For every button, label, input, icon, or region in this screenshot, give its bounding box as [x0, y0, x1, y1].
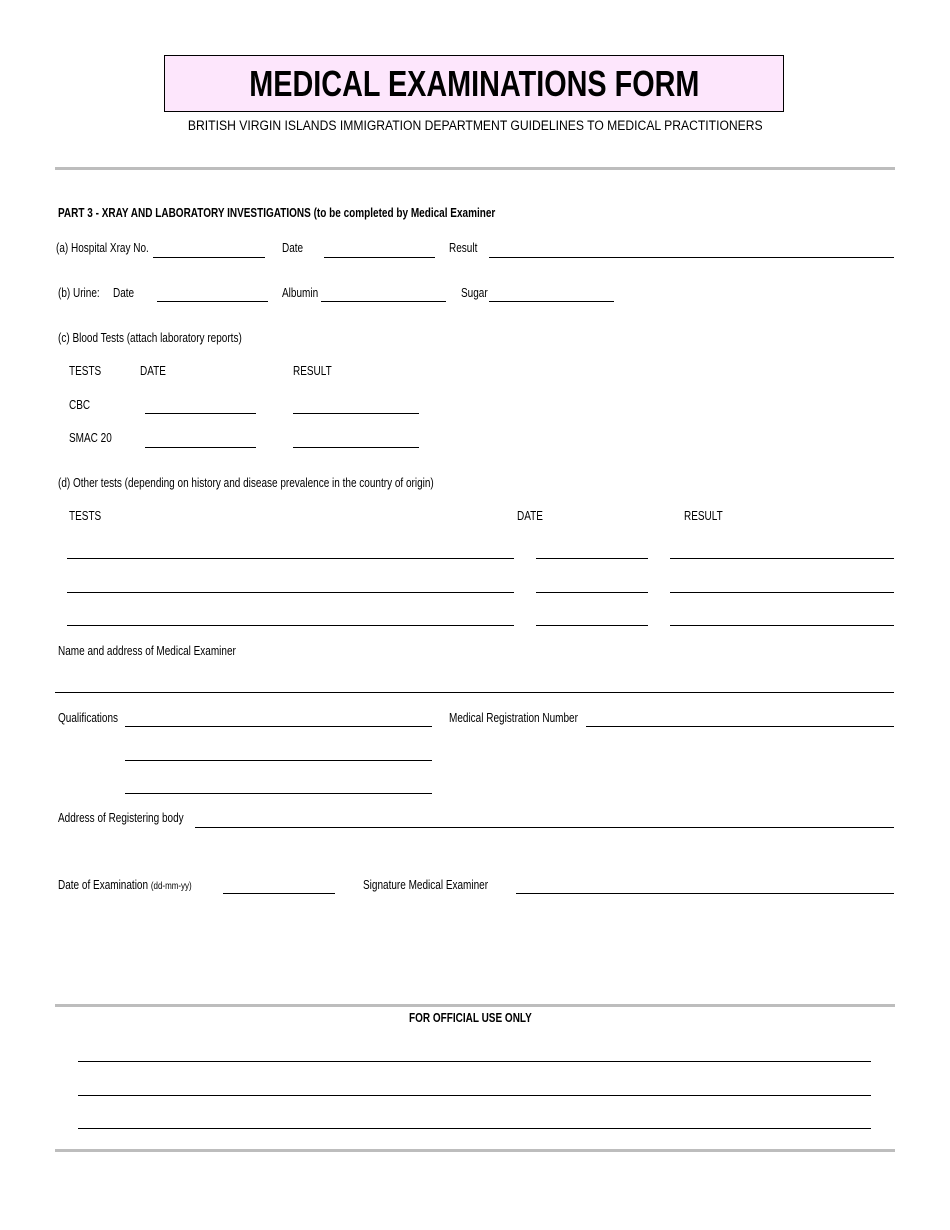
title-box [164, 55, 784, 112]
urine-date-label: Date [113, 286, 135, 300]
official-use-field[interactable] [78, 1095, 871, 1096]
exam-date-label [58, 878, 192, 894]
examiner-name-label: Name and address of Medical Examiner [58, 644, 236, 658]
part3-heading: PART 3 - XRAY AND LABORATORY INVESTIGATIONS (to be completed by Medical Examiner [58, 206, 496, 220]
registering-body-field[interactable] [195, 827, 894, 828]
blood-tests-label: (c) Blood Tests (attach laboratory reports) [58, 331, 242, 345]
other-date-field[interactable] [536, 592, 648, 593]
other-col-tests: TESTS [69, 509, 102, 523]
blood-col-tests: TESTS [69, 364, 102, 378]
signature-field[interactable] [516, 893, 894, 894]
other-test-field[interactable] [67, 558, 514, 559]
smac20-date-field[interactable] [145, 447, 256, 448]
form-subtitle: BRITISH VIRGIN ISLANDS IMMIGRATION DEPARTMENT GUIDELINES TO MEDICAL PRACTITIONERS [187, 118, 763, 133]
other-result-field[interactable] [670, 625, 894, 626]
qualifications-field[interactable] [125, 793, 432, 794]
xray-result-label: Result [449, 241, 478, 255]
xray-no-field[interactable] [153, 257, 265, 258]
urine-date-field[interactable] [157, 301, 268, 302]
sugar-field[interactable] [489, 301, 614, 302]
other-result-field[interactable] [670, 592, 894, 593]
qualifications-label: Qualifications [58, 711, 119, 725]
albumin-field[interactable] [321, 301, 446, 302]
other-date-field[interactable] [536, 625, 648, 626]
date-format-hint: (dd-mm-yy) [150, 881, 192, 892]
signature-label: Signature Medical Examiner [363, 878, 489, 892]
cbc-label: CBC [69, 398, 91, 412]
divider [55, 1004, 895, 1007]
qualifications-field[interactable] [125, 760, 432, 761]
smac20-label: SMAC 20 [69, 431, 112, 445]
cbc-result-field[interactable] [293, 413, 419, 414]
other-result-field[interactable] [670, 558, 894, 559]
examiner-name-field[interactable] [55, 692, 894, 693]
other-tests-label: (d) Other tests (depending on history and disease prevalence in the country of origin) [58, 476, 434, 490]
official-use-heading: FOR OFFICIAL USE ONLY [409, 1011, 532, 1025]
divider [55, 167, 895, 170]
other-date-field[interactable] [536, 558, 648, 559]
sugar-label: Sugar [461, 286, 488, 300]
xray-date-label: Date [282, 241, 304, 255]
other-col-result: RESULT [684, 509, 723, 523]
other-col-date: DATE [517, 509, 543, 523]
cbc-date-field[interactable] [145, 413, 256, 414]
exam-date-text: Date of Examination [58, 878, 149, 892]
blood-col-result: RESULT [293, 364, 332, 378]
exam-date-field[interactable] [223, 893, 335, 894]
form-title: MEDICAL EXAMINATIONS FORM [248, 62, 700, 104]
blood-col-date: DATE [140, 364, 166, 378]
xray-result-field[interactable] [489, 257, 894, 258]
other-test-field[interactable] [67, 625, 514, 626]
divider [55, 1149, 895, 1152]
official-use-field[interactable] [78, 1128, 871, 1129]
xray-label: (a) Hospital Xray No. [56, 241, 149, 255]
registration-label: Medical Registration Number [449, 711, 578, 725]
registering-body-label: Address of Registering body [58, 811, 184, 825]
official-use-field[interactable] [78, 1061, 871, 1062]
qualifications-field[interactable] [125, 726, 432, 727]
urine-label: (b) Urine: [58, 286, 100, 300]
other-test-field[interactable] [67, 592, 514, 593]
registration-field[interactable] [586, 726, 894, 727]
smac20-result-field[interactable] [293, 447, 419, 448]
albumin-label: Albumin [282, 286, 319, 300]
xray-date-field[interactable] [324, 257, 435, 258]
